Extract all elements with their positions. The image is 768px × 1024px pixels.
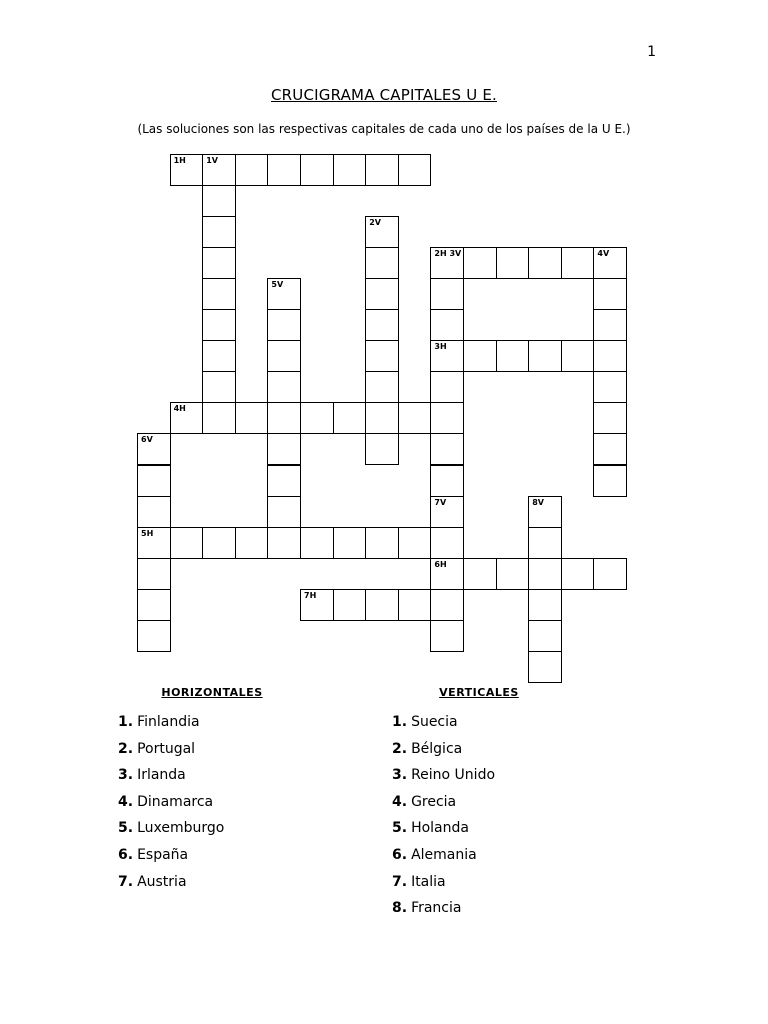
crossword-cell[interactable]	[496, 558, 530, 590]
crossword-cell[interactable]	[235, 154, 269, 186]
crossword-cell[interactable]	[267, 309, 301, 341]
crossword-cell[interactable]	[593, 247, 627, 279]
vertical-clues	[392, 686, 566, 922]
crossword-cell[interactable]	[430, 433, 464, 465]
crossword-cell[interactable]	[528, 589, 562, 621]
crossword-cell[interactable]	[528, 496, 562, 528]
horizontal-clue	[118, 842, 306, 869]
crossword-cell[interactable]	[170, 154, 204, 186]
vertical-clue	[392, 789, 566, 816]
clue-number: 5.	[118, 820, 134, 837]
crossword-cell[interactable]	[365, 247, 399, 279]
clue-text: Austria	[137, 873, 187, 890]
crossword-cell[interactable]	[333, 589, 367, 621]
crossword-cell[interactable]	[528, 620, 562, 652]
crossword-cell[interactable]	[137, 589, 171, 621]
clue-text: Alemania	[411, 846, 477, 863]
crossword-cell[interactable]	[267, 433, 301, 465]
cell-clue-label: 4H	[173, 404, 186, 414]
cell-clue-label: 5V	[271, 280, 284, 290]
crossword-cell[interactable]	[202, 527, 236, 559]
crossword-cell[interactable]	[463, 558, 497, 590]
crossword-cell[interactable]	[430, 527, 464, 559]
crossword-cell[interactable]	[398, 527, 432, 559]
clue-number: 7.	[392, 873, 408, 890]
crossword-cell[interactable]	[430, 371, 464, 403]
crossword-cell[interactable]	[430, 340, 464, 372]
clue-number: 6.	[392, 846, 408, 863]
crossword-cell[interactable]	[202, 309, 236, 341]
crossword-cell[interactable]	[528, 651, 562, 683]
crossword-cell[interactable]	[365, 527, 399, 559]
crossword-cell[interactable]	[561, 340, 595, 372]
crossword-cell[interactable]	[235, 527, 269, 559]
clue-text: Finlandia	[137, 714, 200, 730]
cell-clue-label: 2V	[369, 218, 381, 228]
crossword-cell[interactable]	[202, 278, 236, 310]
horizontal-clue	[118, 869, 306, 896]
crossword-cell[interactable]	[235, 402, 269, 434]
crossword-cell[interactable]	[202, 402, 236, 434]
crossword-cell[interactable]	[398, 154, 432, 186]
clue-number: 1.	[118, 714, 134, 730]
clue-text: Portugal	[137, 740, 196, 757]
horizontal-clues-heading: HORIZONTALES	[161, 686, 263, 699]
cell-clue-label: 5H	[141, 528, 154, 538]
clue-text: Francia	[411, 900, 462, 917]
crossword-cell[interactable]	[202, 371, 236, 403]
crossword-cell[interactable]	[365, 216, 399, 248]
crossword-cell[interactable]	[593, 340, 627, 372]
crossword-cell[interactable]	[528, 247, 562, 279]
clue-text: Bélgica	[411, 740, 463, 757]
crossword-cell[interactable]	[593, 558, 627, 590]
page-number: 1	[647, 44, 656, 60]
clue-text: Grecia	[411, 793, 457, 810]
cell-clue-label: 1H	[173, 156, 186, 165]
crossword-cell[interactable]	[561, 558, 595, 590]
vertical-clue	[392, 815, 566, 842]
cell-clue-label: 7H	[304, 590, 317, 600]
crossword-cell[interactable]	[267, 278, 301, 310]
crossword-cell[interactable]	[365, 154, 399, 186]
crossword-cell[interactable]	[398, 402, 432, 434]
crossword-cell[interactable]	[333, 154, 367, 186]
crossword-cell[interactable]	[528, 558, 562, 590]
cell-clue-label: 2H 3V	[434, 249, 462, 259]
clue-number: 2.	[392, 740, 408, 757]
cell-clue-label: 6H	[434, 559, 447, 569]
horizontal-clue	[118, 762, 306, 789]
crossword-cell[interactable]	[430, 589, 464, 621]
clue-text: España	[137, 846, 189, 863]
crossword-cell[interactable]	[561, 247, 595, 279]
crossword-cell[interactable]	[496, 340, 530, 372]
crossword-cell[interactable]	[365, 340, 399, 372]
crossword-cell[interactable]	[593, 371, 627, 403]
crossword-cell[interactable]	[430, 278, 464, 310]
crossword-cell[interactable]	[137, 620, 171, 652]
crossword-cell[interactable]	[333, 402, 367, 434]
crossword-cell[interactable]	[365, 589, 399, 621]
clue-text: Reino Unido	[411, 767, 496, 784]
vertical-clue	[392, 869, 566, 896]
crossword-cell[interactable]	[300, 154, 334, 186]
cell-clue-label: 6V	[141, 435, 153, 445]
crossword-cell[interactable]	[300, 527, 334, 559]
crossword-cell[interactable]	[593, 402, 627, 434]
crossword-cell[interactable]	[170, 402, 204, 434]
vertical-clue	[392, 762, 566, 789]
clue-text: Irlanda	[137, 767, 186, 784]
crossword-cell[interactable]	[430, 309, 464, 341]
crossword-cell[interactable]	[593, 433, 627, 465]
horizontal-clue	[118, 815, 306, 842]
crossword-cell[interactable]	[170, 527, 204, 559]
clue-text: Dinamarca	[137, 793, 214, 810]
clue-text: Italia	[411, 873, 446, 890]
crossword-cell[interactable]	[463, 340, 497, 372]
crossword-cell[interactable]	[365, 433, 399, 465]
horizontal-clue	[118, 736, 306, 763]
crossword-cell[interactable]	[267, 371, 301, 403]
crossword-cell[interactable]	[300, 402, 334, 434]
crossword-cell[interactable]	[202, 154, 236, 186]
cell-clue-label: 4V	[597, 249, 610, 259]
crossword-cell[interactable]	[267, 402, 301, 434]
crossword-cell[interactable]	[593, 465, 627, 497]
clue-number: 5.	[392, 820, 408, 837]
crossword-cell[interactable]	[202, 340, 236, 372]
crossword-cell[interactable]	[267, 340, 301, 372]
horizontal-clue	[118, 789, 306, 816]
crossword-cell[interactable]	[528, 527, 562, 559]
vertical-clue	[392, 736, 566, 763]
crossword-cell[interactable]	[430, 558, 464, 590]
crossword-cell[interactable]	[365, 309, 399, 341]
crossword-cell[interactable]	[463, 247, 497, 279]
crossword-cell[interactable]	[137, 527, 171, 559]
cell-clue-label: 7V	[434, 497, 447, 507]
cell-clue-label: 3H	[434, 342, 447, 352]
crossword-cell[interactable]	[398, 589, 432, 621]
crossword-cell[interactable]	[267, 465, 301, 497]
crossword-cell[interactable]	[365, 371, 399, 403]
page-subtitle: (Las soluciones son las respectivas capitales de cada uno de los países de la U E.)	[137, 122, 631, 136]
clue-number: 4.	[118, 793, 134, 810]
crossword-cell[interactable]	[300, 589, 334, 621]
crossword-cell[interactable]	[267, 527, 301, 559]
crossword-cell[interactable]	[365, 278, 399, 310]
horizontal-clues	[118, 686, 306, 895]
clue-number: 3.	[392, 767, 408, 784]
crossword-cell[interactable]	[202, 185, 236, 217]
clue-number: 7.	[118, 873, 134, 890]
crossword-cell[interactable]	[267, 154, 301, 186]
crossword-cell[interactable]	[137, 465, 171, 497]
clue-number: 1.	[392, 714, 408, 730]
crossword-cell[interactable]	[430, 465, 464, 497]
cell-clue-label: 8V	[532, 497, 544, 507]
crossword-cell[interactable]	[202, 216, 236, 248]
clue-text: Holanda	[411, 820, 469, 837]
crossword-cell[interactable]	[528, 340, 562, 372]
crossword-cell[interactable]	[430, 496, 464, 528]
vertical-clue	[392, 895, 566, 922]
crossword-cell[interactable]	[137, 558, 171, 590]
crossword-cell[interactable]	[496, 247, 530, 279]
clue-number: 2.	[118, 740, 134, 757]
clue-number: 8.	[392, 900, 408, 917]
crossword-cell[interactable]	[430, 247, 464, 279]
cell-clue-label: 1V	[206, 156, 218, 165]
crossword-cell[interactable]	[137, 496, 171, 528]
crossword-cell[interactable]	[137, 433, 171, 465]
crossword-cell[interactable]	[202, 247, 236, 279]
vertical-clue	[392, 709, 566, 736]
vertical-clues-heading: VERTICALES	[439, 686, 519, 699]
crossword-cell[interactable]	[593, 309, 627, 341]
clue-number: 4.	[392, 793, 408, 810]
vertical-clue	[392, 842, 566, 869]
crossword-cell[interactable]	[593, 278, 627, 310]
crossword-cell[interactable]	[430, 402, 464, 434]
clue-text: Suecia	[411, 714, 458, 730]
page-title: CRUCIGRAMA CAPITALES U E.	[270, 86, 498, 104]
crossword-cell[interactable]	[267, 496, 301, 528]
horizontal-clue	[118, 709, 306, 736]
crossword-cell[interactable]	[365, 402, 399, 434]
crossword-cell[interactable]	[430, 620, 464, 652]
clue-text: Luxemburgo	[137, 820, 225, 837]
clue-number: 6.	[118, 846, 134, 863]
crossword-cell[interactable]	[333, 527, 367, 559]
clue-number: 3.	[118, 767, 134, 784]
